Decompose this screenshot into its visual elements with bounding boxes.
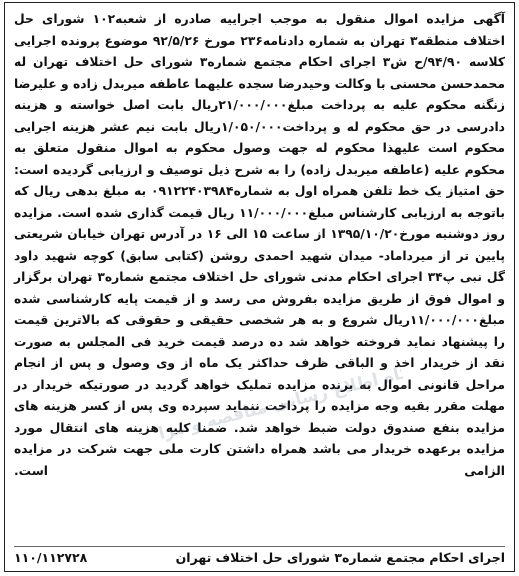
notice-footer (14, 546, 505, 569)
auction-notice (4, 2, 515, 572)
notice-body-text: آگهی مزایده اموال منقول به موجب اجراییه صادره از شعبه۱۰۲ شورای حل اختلاف منطقه۳ تهران به شماره دادنامه۲۳۶ مورخ ۹۲/۵/۲۶ موضوع پرونده اجرایی کلاسه ۹۴/۹۰/ح ش۳ اجرای احکام مجتمع شماره۳ شورای حل اختلاف تهران له محمدحسن محسنی با وکالت وحیدرضا سجده علیهما عاطفه میربدل زاده و علیرضا زنگنه محکوم علیه به پرداخت مبلغ۲۱/۰۰۰/۰۰۰ریال بابت اصل خواسته و هزینه دادرسی در حق محکوم له و پرداخت۱/۰۵۰/۰۰۰ریال بابت نیم عشر هزینه اجرایی محکوم است علیهذا محکوم له جهت وصول محکوم به اموال منقول متعلق به محکوم علیه (عاطفه میربدل زاده) را به شرح ذیل توصیف و ارزیابی گردیده است: حق امتیاز یک خط تلفن همراه اول به شماره۰۹۱۲۲۴۰۳۹۸۴ به مبلغ بدهی ریال که باتوجه به ارزیابی کارشناس مبلغ۱۱/۰۰۰/۰۰۰ ریال قیمت گذاری شده است. مزایده روز دوشنبه مورخ۱۳۹۵/۱۰/۲۰ از ساعت ۱۵ الی ۱۶ در آدرس تهران خیابان شریعتی پایین تر از میرداماد- میدان شهید احمدی روشن (کتابی سابق) کوچه شهید داود گل نبی پ۳۴ اجرای احکام مدنی شورای حل اختلاف مجتمع شماره۳ تهران برگزار و اموال فوق از طریق مزایده بفروش می رسد و از قیمت پایه کارشناسی شده مبلغ۱۱/۰۰۰/۰۰۰ریال شروع و به هر شخصی حقیقی و حقوقی که بالاترین قیمت را پیشنهاد نماید فروخته خواهد شد ده درصد قیمت خرید فی المجلس به صورت نقد از خریدار اخذ و الباقی ظرف حداکثر یک ماه از وی وصول و پس از انجام مراحل قانونی اموال به برنده مزایده تملیک خواهد گردید در صورتیکه خریدار در مهلت مقرر بقیه وجه مزایده را پرداخت ننماید سپرده وی پس از کسر هزینه های مزایده بنفع صندوق دولت ضبط خواهد شد. ضمنا کلیه هزینه های انتقال مورد مزایده برعهده خریدار می باشد همراه داشتن کارت ملی جهت شرکت در مزایده الزامی است. (14, 12, 506, 478)
watermark-text: پایگاه اطلاع رسانی مناقصه و مزایده (151, 357, 409, 451)
footer-code: ۱۱۰/۱۱۲۷۲۸ (14, 550, 88, 566)
footer-issuer: اجرای احکام مجتمع شماره۳ شورای حل اختلاف تهران (175, 550, 505, 566)
